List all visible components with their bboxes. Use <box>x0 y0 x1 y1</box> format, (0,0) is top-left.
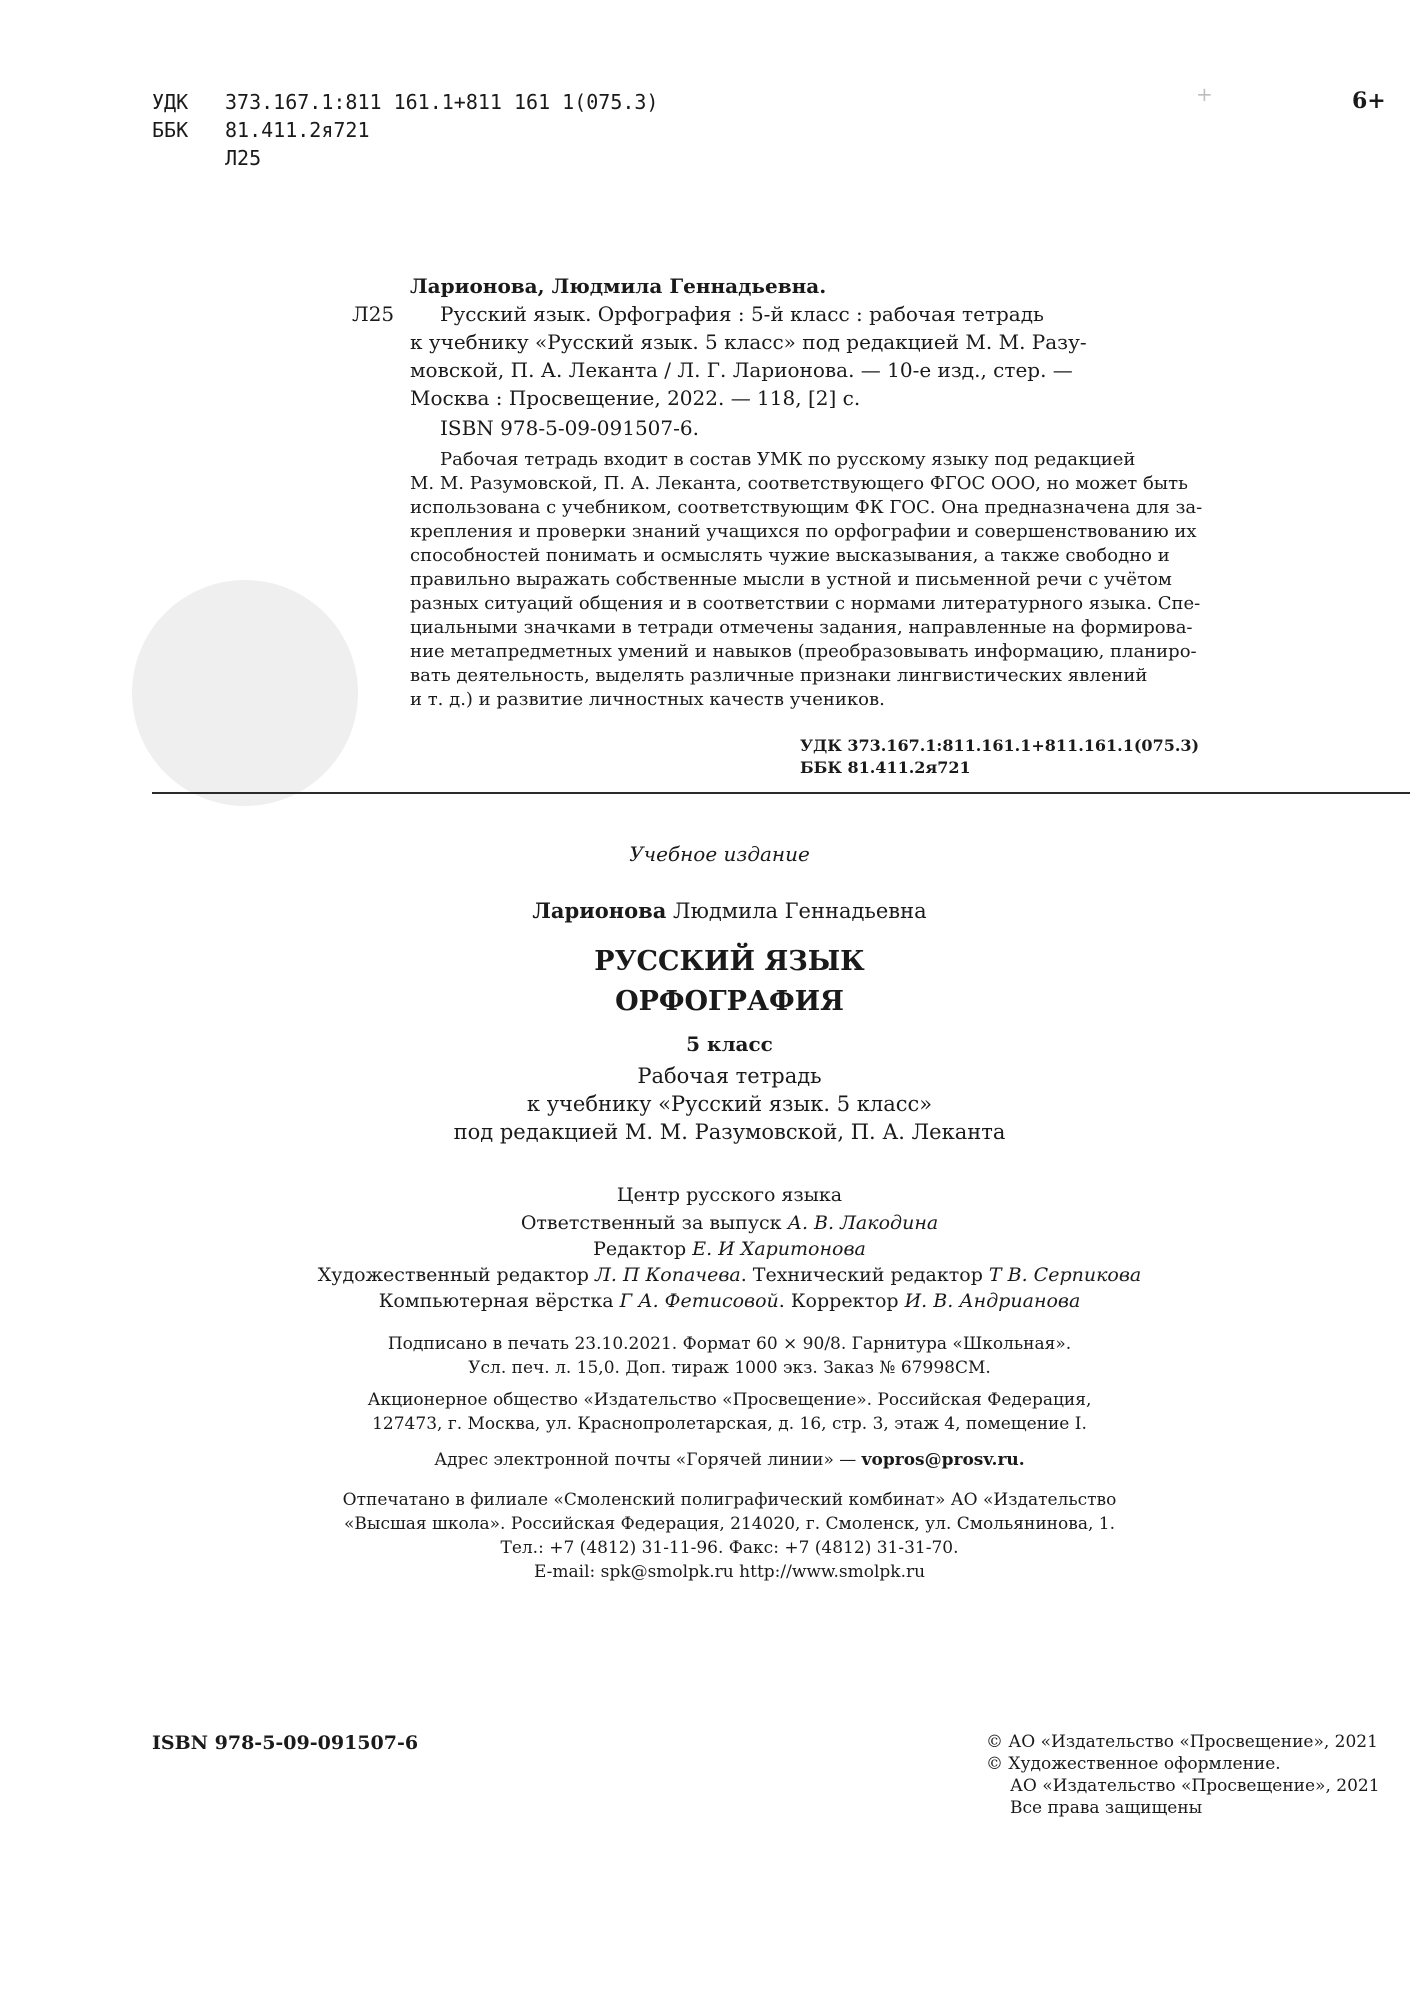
catalog-line: Русский язык. Орфография : 5-й класс : рабочая тетрадь <box>440 302 1044 326</box>
hotline-email: vopros@prosv.ru. <box>861 1450 1025 1470</box>
layout-proof-line <box>0 1288 1419 1314</box>
imprint-author-surname: Ларионова <box>532 898 667 923</box>
art-tech-line <box>0 1262 1419 1288</box>
abstract-line: Рабочая тетрадь входит в состав УМК по русскому языку под редакцией <box>440 449 1136 470</box>
abstract-line: крепления и проверки знаний учащихся по орфографии и совершенствованию их <box>410 521 1197 542</box>
copyright-2: © Художественное оформление. <box>986 1754 1281 1774</box>
layout-name: Г А. Фетисовой <box>619 1290 779 1312</box>
abstract-line: использована с учебником, соответствующим ФК ГОС. Она предназначена для за- <box>410 497 1203 518</box>
art-label: Художественный редактор <box>317 1264 596 1286</box>
copyright-1: © АО «Издательство «Просвещение», 2021 <box>986 1732 1378 1752</box>
printer-2: «Высшая школа». Российская Федерация, 214020, г. Смоленск, ул. Смольянинова, 1. <box>344 1514 1115 1534</box>
abstract-line: и т. д.) и развитие личностных качеств учеников. <box>410 689 885 710</box>
divider-line <box>152 792 1410 794</box>
responsible-line <box>0 1210 1419 1236</box>
grade: 5 класс <box>686 1032 773 1056</box>
publisher-1: Акционерное общество «Издательство «Просвещение». Российская Федерация, <box>367 1390 1092 1410</box>
catalog-abstract <box>410 448 1228 712</box>
watermark-circle <box>132 580 358 806</box>
catalog-line: мовской, П. А. Леканта / Л. Г. Ларионова. — 10-е изд., стер. — <box>410 358 1073 382</box>
layout-label: Компьютерная вёрстка <box>378 1290 620 1312</box>
proof-name: И. В. Андрианова <box>904 1290 1081 1312</box>
age-rating: 6+ <box>1352 88 1386 114</box>
print-info-2: Усл. печ. л. 15,0. Доп. тираж 1000 экз. Заказ № 67998СМ. <box>468 1358 991 1378</box>
subtitle-2: к учебнику «Русский язык. 5 класс» <box>526 1092 933 1116</box>
hotline-label: Адрес электронной почты «Горячей линии» — <box>434 1450 862 1470</box>
udk-value: 373.167.1:811 161.1+811 161 1(075.3) <box>225 90 659 114</box>
imprint-author-name: Людмила Геннадьевна <box>666 899 927 923</box>
abstract-line: М. М. Разумовской, П. А. Леканта, соответствующего ФГОС ООО, но может быть <box>410 473 1188 494</box>
abstract-line: вать деятельность, выделять различные признаки лингвистических явлений <box>410 665 1148 686</box>
printer-3: Тел.: +7 (4812) 31-11-96. Факс: +7 (4812) 31-31-70. <box>500 1538 959 1558</box>
abstract-line: правильно выражать собственные мысли в устной и письменной речи с учётом <box>410 569 1172 590</box>
footer-isbn: ISBN 978-5-09-091507-6 <box>152 1732 419 1754</box>
proof-label: . Корректор <box>778 1290 905 1312</box>
tech-name: Т В. Серпикова <box>988 1264 1142 1286</box>
subtitle-3: под редакцией М. М. Разумовской, П. А. Леканта <box>453 1120 1006 1144</box>
art-name: Л. П Копачева <box>595 1264 741 1286</box>
abstract-line: разных ситуаций общения и в соответствии с нормами литературного языка. Спе- <box>410 593 1201 614</box>
abstract-line: циальными значками в тетради отмечены задания, направленные на формирова- <box>410 617 1193 638</box>
bbk-label: ББК <box>152 118 189 142</box>
responsible-label: Ответственный за выпуск <box>520 1212 788 1234</box>
title-sub: ОРФОГРАФИЯ <box>615 986 844 1017</box>
catalog-mark: Л25 <box>352 302 395 326</box>
catalog-author: Ларионова, Людмила Геннадьевна. <box>410 274 827 298</box>
bbk-value: 81.411.2я721 <box>225 118 370 142</box>
subtitle-1: Рабочая тетрадь <box>637 1064 822 1088</box>
printer-4: E-mail: spk@smolpk.ru http://www.smolpk.ru <box>533 1562 926 1582</box>
title-main: РУССКИЙ ЯЗЫК <box>594 946 865 977</box>
center-name: Центр русского языка <box>616 1184 843 1206</box>
abstract-line: ние метапредметных умений и навыков (преобразовывать информацию, планиро- <box>410 641 1197 662</box>
edition-type: Учебное издание <box>629 842 810 866</box>
editor-label: Редактор <box>593 1238 693 1260</box>
catalog-line: Москва : Просвещение, 2022. — 118, [2] с. <box>410 386 861 410</box>
abstract-line: способностей понимать и осмыслять чужие высказывания, а также свободно и <box>410 545 1170 566</box>
editor-name: Е. И Харитонова <box>692 1238 866 1260</box>
copyright-4: Все права защищены <box>1010 1798 1203 1818</box>
udk-label: УДК <box>152 90 189 114</box>
imprint-author <box>0 898 1419 923</box>
editor-line <box>0 1236 1419 1262</box>
corner-mark: + <box>1196 82 1213 106</box>
publisher-2: 127473, г. Москва, ул. Краснопролетарская, д. 16, стр. 3, этаж 4, помещение I. <box>372 1414 1087 1434</box>
print-info-1: Подписано в печать 23.10.2021. Формат 60 × 90/8. Гарнитура «Школьная». <box>387 1334 1072 1354</box>
catalog-line: к учебнику «Русский язык. 5 класс» под редакцией М. М. Разу- <box>410 330 1087 354</box>
catalog-isbn: ISBN 978-5-09-091507-6. <box>440 416 699 440</box>
tech-label: . Технический редактор <box>740 1264 989 1286</box>
printer-1: Отпечатано в филиале «Смоленский полиграфический комбинат» АО «Издательство <box>342 1490 1117 1510</box>
hotline-line <box>0 1450 1419 1470</box>
responsible-name: А. В. Лакодина <box>787 1212 939 1234</box>
catalog-bbk: ББК 81.411.2я721 <box>800 758 971 777</box>
copyright-3: АО «Издательство «Просвещение», 2021 <box>1010 1776 1380 1796</box>
author-mark: Л25 <box>225 146 262 170</box>
catalog-udk: УДК 373.167.1:811.161.1+811.161.1(075.3) <box>800 736 1200 755</box>
